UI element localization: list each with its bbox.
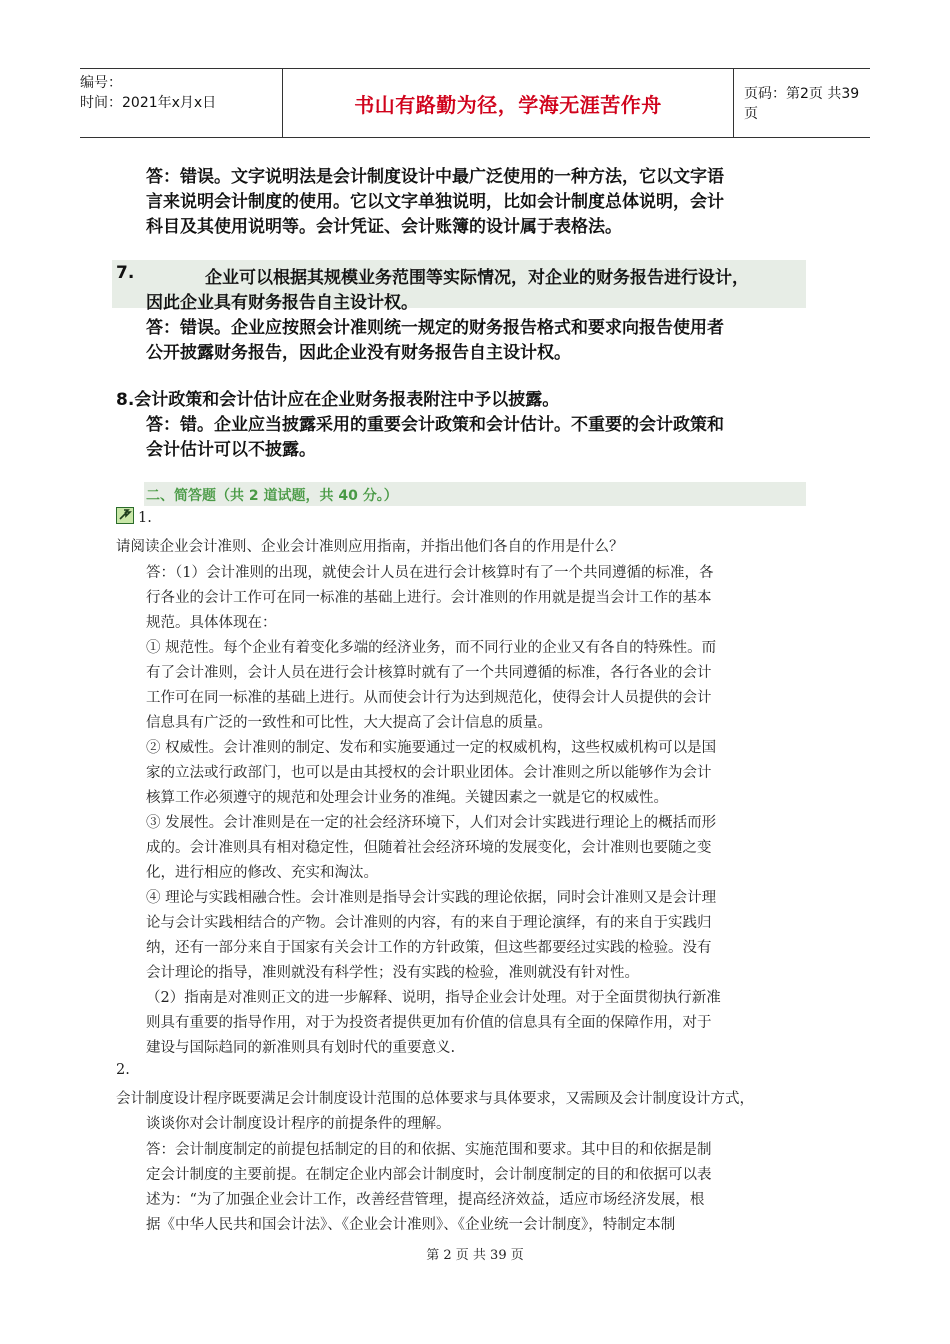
arrow-icon-glyph bbox=[117, 508, 133, 523]
page-footer: 第 2 页 共 39 页 bbox=[426, 1248, 524, 1263]
page-info: 页码：第2页 共39页 bbox=[744, 86, 860, 122]
q7-answer-line-1: 答：错误。企业应按照会计准则统一规定的财务报告格式和要求向报告使用者 bbox=[146, 318, 724, 338]
motto: 书山有路勤为径，学海无涯苦作舟 bbox=[354, 92, 662, 117]
answer6-line-1: 答：错误。文字说明法是会计制度设计中最广泛使用的一种方法，它以文字语 bbox=[146, 167, 724, 187]
header-motto-cell bbox=[282, 69, 734, 137]
q8-answer-line-2: 会计估计可以不披露。 bbox=[146, 440, 316, 460]
sq1-answer-line: 论与会计实践相结合的产物。会计准则的内容，有的来自于理论演绎，有的来自于实践归 bbox=[146, 915, 712, 931]
sq2-answer-line: 述为：“为了加强企业会计工作，改善经营管理，提高经济效益，适应市场经济发展，根 bbox=[146, 1192, 705, 1208]
section2-title: 二、简答题（共 2 道试题，共 40 分。） bbox=[146, 488, 398, 504]
sq1-answer-line: ① 规范性。每个企业有着变化多端的经济业务，而不同行业的企业又有各自的特殊性。而 bbox=[146, 640, 717, 656]
sq1-answer-line: ③ 发展性。会计准则是在一定的社会经济环境下，人们对会计实践进行理论上的概括而形 bbox=[146, 815, 717, 831]
sq1-number: 1. bbox=[138, 510, 152, 526]
arrow-icon[interactable] bbox=[116, 507, 134, 524]
q7-number: 7. bbox=[116, 263, 135, 283]
answer6-line-2: 言来说明会计制度的使用。它以文字单独说明，比如会计制度总体说明，会计 bbox=[146, 192, 724, 212]
page-header bbox=[80, 68, 870, 138]
answer6-line-3: 科目及其使用说明等。会计凭证、会计账簿的设计属于表格法。 bbox=[146, 217, 622, 237]
sq1-answer-line: 行各业的会计工作可在同一标准的基础上进行。会计准则的作用就是提当会计工作的基本 bbox=[146, 590, 712, 606]
q7-answer-line-2: 公开披露财务报告，因此企业没有财务报告自主设计权。 bbox=[146, 343, 571, 363]
date-label: 时间：2021年x月x日 bbox=[80, 95, 217, 111]
sq1-answer-line: 工作可在同一标准的基础上进行。从而使会计行为达到规范化，使得会计人员提供的会计 bbox=[146, 690, 712, 706]
sq1-answer-line: 成的。会计准则具有相对稳定性，但随着社会经济环境的发展变化，会计准则也要随之变 bbox=[146, 840, 712, 856]
q7-line-2: 因此企业具有财务报告自主设计权。 bbox=[146, 293, 418, 313]
sq2-answer-line: 定会计制度的主要前提。在制定企业内部会计制度时，会计制度制定的目的和依据可以表 bbox=[146, 1167, 712, 1183]
sq1-answer-line: 家的立法或行政部门，也可以是由其授权的会计职业团体。会计准则之所以能够作为会计 bbox=[146, 765, 712, 781]
sq1-answer-line: 核算工作必须遵守的规范和处理会计业务的准绳。关键因素之一就是它的权威性。 bbox=[146, 790, 668, 806]
code-label: 编号： bbox=[80, 75, 122, 91]
sq1-answer-line: 答：（1）会计准则的出现，就使会计人员在进行会计核算时有了一个共同遵循的标准，各 bbox=[146, 565, 714, 581]
sq1-answer-line: 规范。具体体现在： bbox=[146, 615, 277, 631]
q7-line-1: 企业可以根据其规模业务范围等实际情况，对企业的财务报告进行设计， bbox=[205, 268, 749, 288]
sq1-answer-line: 则具有重要的指导作用，对于为投资者提供更加有价值的信息具有全面的保障作用，对于 bbox=[146, 1015, 712, 1031]
header-meta bbox=[80, 69, 282, 137]
sq2-question-line-1: 会计制度设计程序既要满足会计制度设计范围的总体要求与具体要求，又需顾及会计制度设计方式， bbox=[116, 1091, 754, 1107]
sq1-answer-line: 建设与国际趋同的新准则具有划时代的重要意义. bbox=[146, 1040, 456, 1056]
sq1-answer-line: （2）指南是对准则正文的进一步解释、说明，指导企业会计处理。对于全面贯彻执行新准 bbox=[146, 990, 721, 1006]
sq1-answer-line: 会计理论的指导，准则就没有科学性；没有实践的检验，准则就没有针对性。 bbox=[146, 965, 639, 981]
sq1-answer-line: 化，进行相应的修改、充实和淘汰。 bbox=[146, 865, 378, 881]
sq1-answer-line: 信息具有广泛的一致性和可比性，大大提高了会计信息的质量。 bbox=[146, 715, 552, 731]
q8-answer-line-1: 答：错。企业应当披露采用的重要会计政策和会计估计。不重要的会计政策和 bbox=[146, 415, 724, 435]
sq2-question-line-2: 谈谈你对会计制度设计程序的前提条件的理解。 bbox=[146, 1116, 451, 1132]
sq1-answer-line: ② 权威性。会计准则的制定、发布和实施要通过一定的权威机构，这些权威机构可以是国 bbox=[146, 740, 717, 756]
sq2-number: 2. bbox=[116, 1062, 130, 1078]
sq1-answer-line: ④ 理论与实践相融合性。会计准则是指导会计实践的理论依据，同时会计准则又是会计理 bbox=[146, 890, 717, 906]
sq1-answer-line: 纳，还有一部分来自于国家有关会计工作的方针政策，但这些都要经过实践的检验。没有 bbox=[146, 940, 712, 956]
sq1-answer-line: 有了会计准则，会计人员在进行会计核算时就有了一个共同遵循的标准，各行各业的会计 bbox=[146, 665, 712, 681]
sq1-question: 请阅读企业会计准则、企业会计准则应用指南，并指出他们各自的作用是什么？ bbox=[116, 539, 624, 555]
sq2-answer-line: 答：会计制度制定的前提包括制定的目的和依据、实施范围和要求。其中目的和依据是制 bbox=[146, 1142, 712, 1158]
sq2-answer-line: 据《中华人民共和国会计法》、《企业会计准则》、《企业统一会计制度》，特制定本制 bbox=[146, 1217, 676, 1233]
q8-question: 8.会计政策和会计估计应在企业财务报表附注中予以披露。 bbox=[116, 390, 560, 410]
